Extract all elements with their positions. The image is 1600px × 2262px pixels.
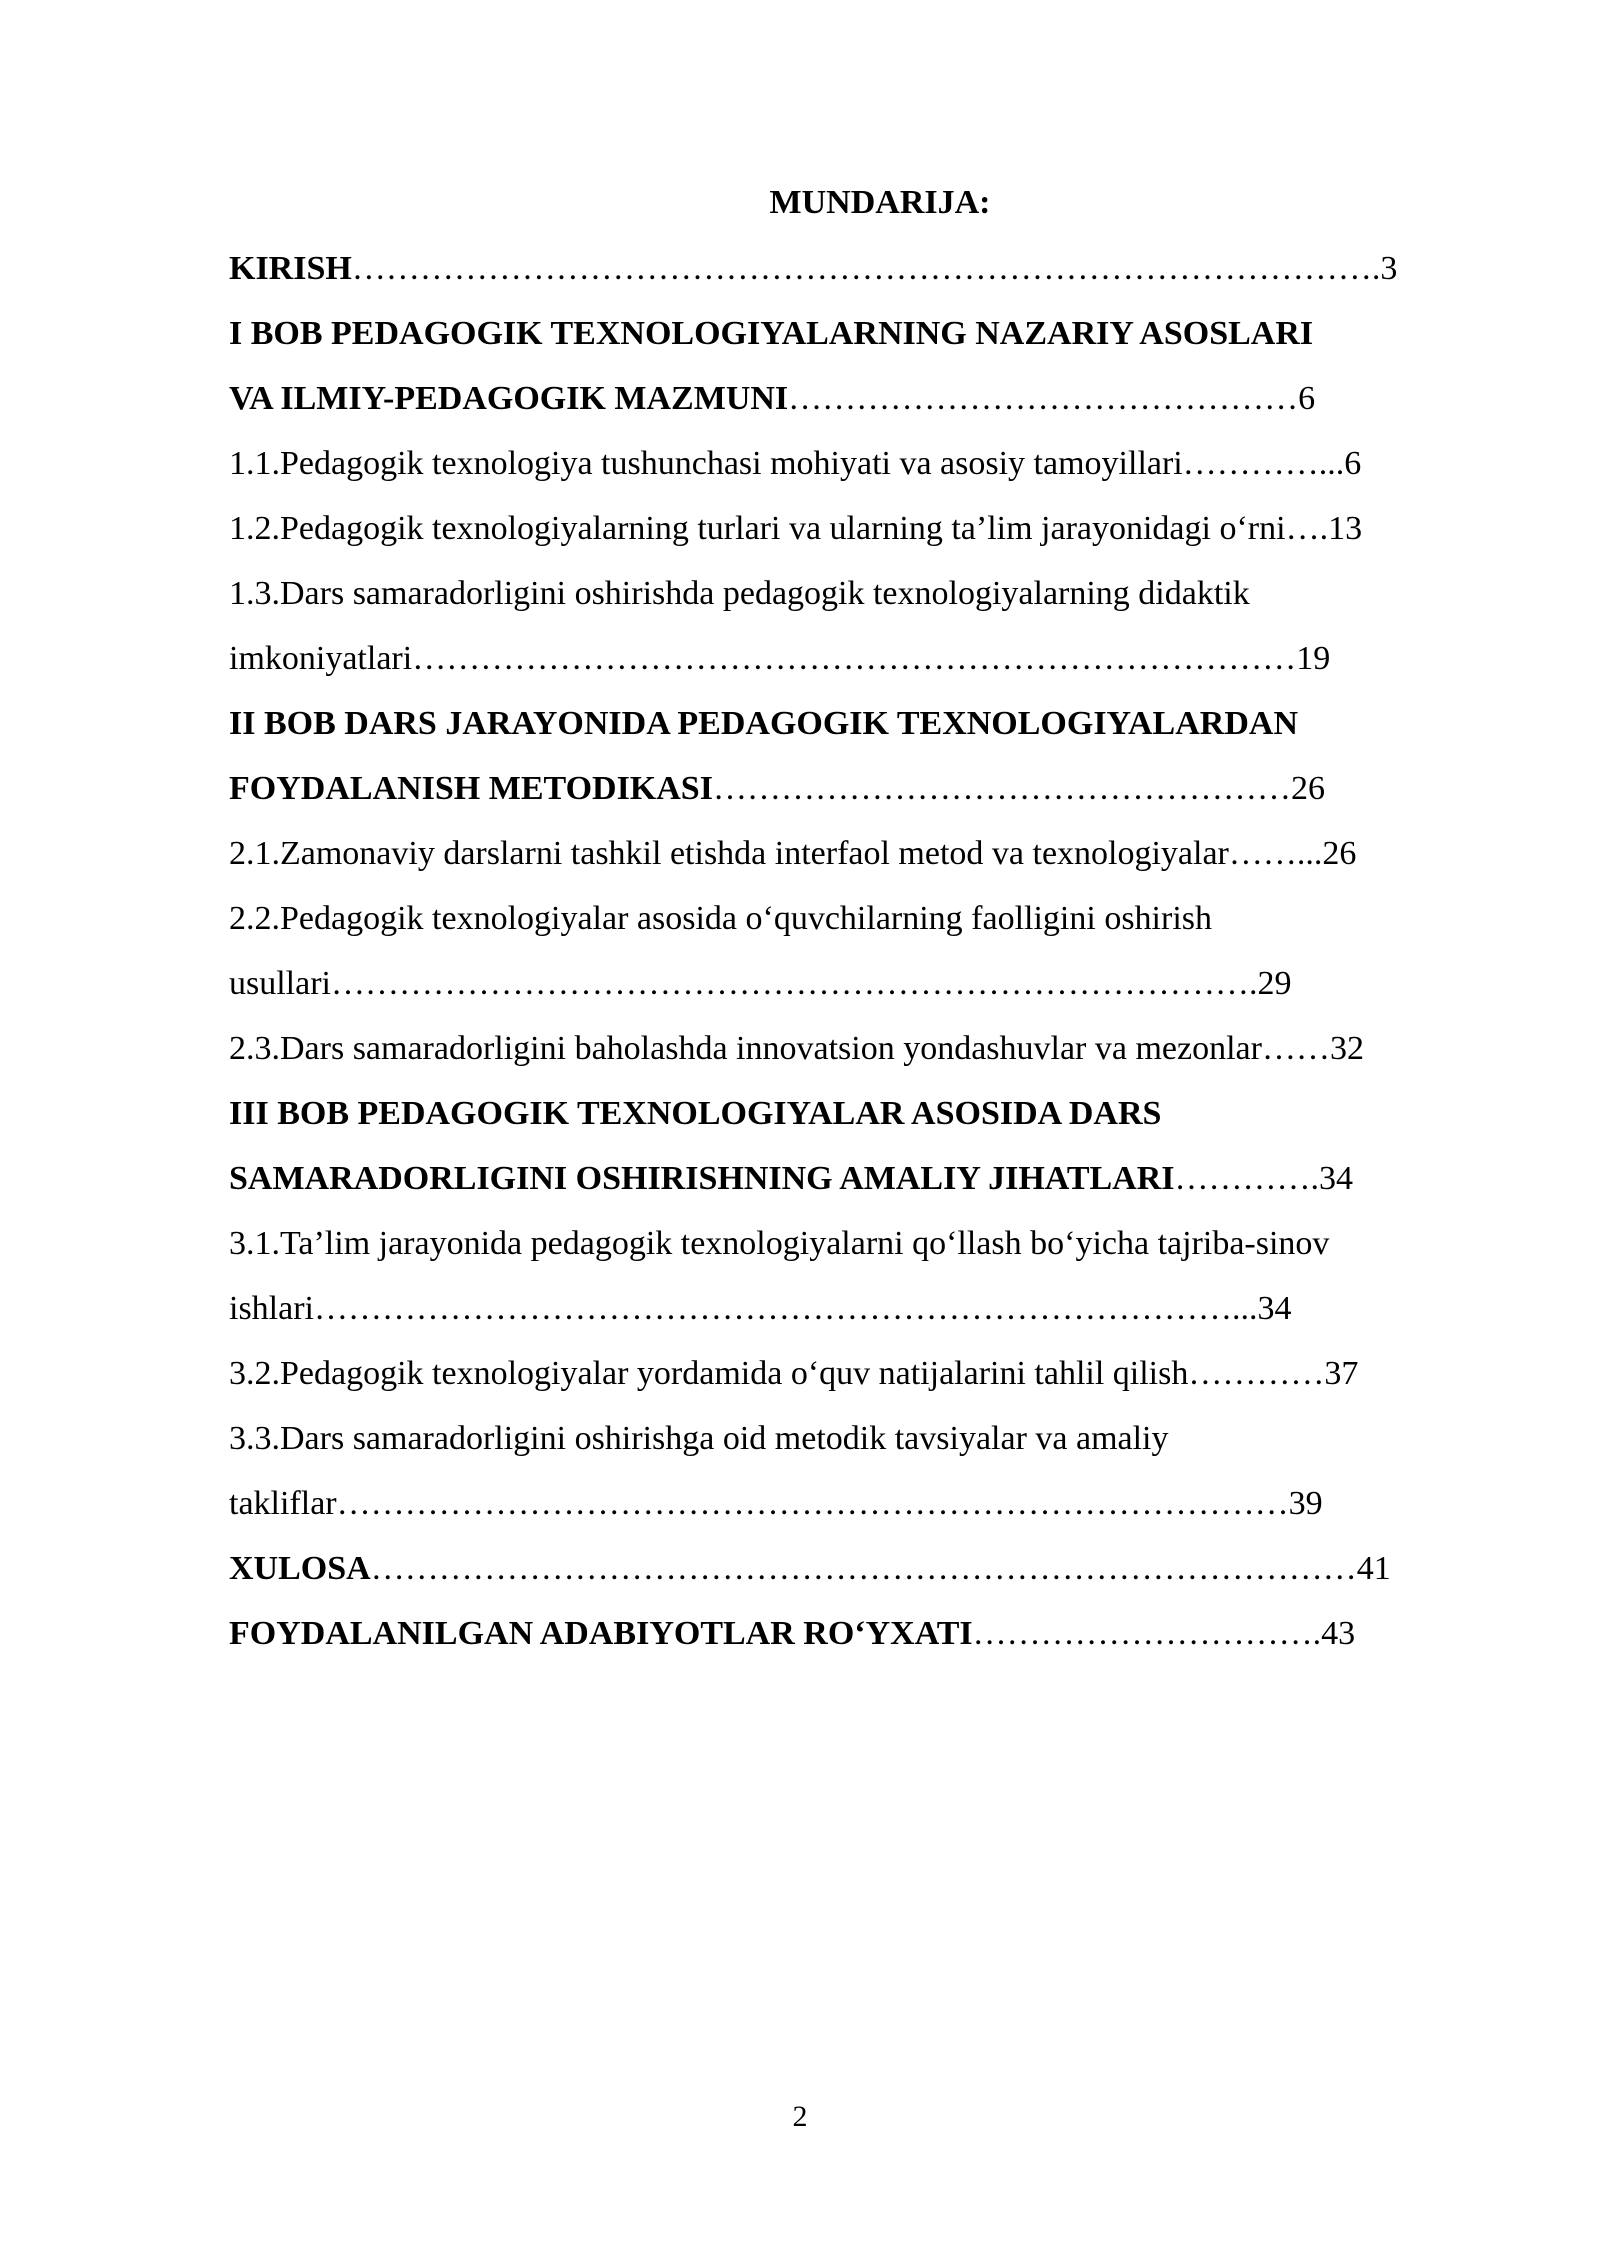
page-number: 2 — [792, 2100, 808, 2133]
toc-entry-page-number: 43 — [1321, 1615, 1356, 1652]
toc-entry-leader-dots: …… — [1261, 1030, 1330, 1067]
toc-entry — [229, 236, 1489, 301]
toc-entry-page-number: 6 — [1298, 380, 1316, 417]
toc-entry-leader-dots: ……………………………………… — [788, 380, 1299, 417]
toc-entry-leader-dots: ………………………………………………………………………… — [336, 1485, 1289, 1522]
toc-entry-text: 1.2.Pedagogik texnologiyalarning turlari va ularning ta’lim jarayonidagi o‘rni — [229, 510, 1286, 547]
toc-entry-text: ishlari — [229, 1290, 314, 1327]
toc-entry — [229, 1536, 1489, 1601]
toc-entry — [229, 1016, 1489, 1081]
toc-entry-leader-dots: …………………………………………………………………… — [412, 640, 1297, 677]
toc-entry-text: 3.1.Ta’lim jarayonida pedagogik texnologiyalarni qo‘llash bo‘yicha tajriba-sinov — [229, 1225, 1330, 1262]
toc-entry-page-number: 34 — [1257, 1290, 1292, 1327]
toc-entry-text: 1.1.Pedagogik texnologiya tushunchasi mohiyati va asosiy tamoyillari — [229, 445, 1183, 482]
toc-entry-text: 1.3.Dars samaradorligini oshirishda pedagogik texnologiyalarning didaktik — [229, 575, 1250, 612]
toc-entry — [229, 1276, 1489, 1341]
toc-entries — [229, 236, 1489, 1666]
toc-entry-leader-dots: ……... — [1228, 835, 1323, 872]
toc-entry-leader-dots: …………. — [1174, 1160, 1320, 1197]
toc-entry — [229, 431, 1489, 496]
toc-entry-text: I BOB PEDAGOGIK TEXNOLOGIYALARNING NAZARIY ASOSLARI — [229, 315, 1314, 352]
toc-entry — [229, 691, 1489, 756]
toc-entry — [229, 756, 1489, 821]
toc-entry — [229, 1081, 1489, 1146]
toc-entry-leader-dots: …………………………………………………………………………… — [370, 1550, 1357, 1587]
toc-entry — [229, 821, 1489, 886]
toc-entry-text: 3.2.Pedagogik texnologiyalar yordamida o‘quv natijalarini tahlil qilish — [229, 1355, 1189, 1392]
toc-entry-text: II BOB DARS JARAYONIDA PEDAGOGIK TEXNOLOGIYALARDAN — [229, 705, 1298, 742]
toc-entry-page-number: 37 — [1324, 1355, 1359, 1392]
toc-entry — [229, 1341, 1489, 1406]
toc-entry-page-number: 26 — [1290, 770, 1325, 807]
toc-entry-leader-dots: …………………………. — [972, 1615, 1322, 1652]
toc-entry-leader-dots: ………………………………………………………………………. — [330, 965, 1258, 1002]
toc-entry-leader-dots: …………………………………………… — [712, 770, 1291, 807]
toc-entry-page-number: 39 — [1288, 1485, 1323, 1522]
toc-entry-leader-dots: …. — [1285, 510, 1329, 547]
toc-entry-page-number: 32 — [1329, 1030, 1364, 1067]
toc-entry — [229, 1211, 1489, 1276]
toc-entry-page-number: 41 — [1356, 1550, 1391, 1587]
toc-entry-page-number: 29 — [1257, 965, 1292, 1002]
toc-entry — [229, 1146, 1489, 1211]
toc-entry — [229, 1406, 1489, 1471]
toc-entry-leader-dots: ………… — [1188, 1355, 1325, 1392]
toc-entry — [229, 1471, 1489, 1536]
toc-entry-page-number: 19 — [1296, 640, 1331, 677]
toc-entry-page-number: 26 — [1322, 835, 1357, 872]
toc-entry-text: SAMARADORLIGINI OSHIRISHNING AMALIY JIHATLARI — [229, 1160, 1175, 1197]
toc-entry-text: 2.1.Zamonaviy darslarni tashkil etishda interfaol metod va texnologiyalar — [229, 835, 1229, 872]
toc-entry-page-number: 34 — [1319, 1160, 1354, 1197]
toc-entry-text: VA ILMIY-PEDAGOGIK MAZMUNI — [229, 380, 789, 417]
toc-entry-text: takliflar — [229, 1485, 337, 1522]
toc-entry — [229, 886, 1489, 951]
toc-entry-page-number: 6 — [1344, 445, 1362, 482]
toc-entry-text: FOYDALANISH METODIKASI — [229, 770, 713, 807]
toc-entry-text: KIRISH — [229, 250, 352, 287]
toc-entry — [229, 496, 1489, 561]
toc-entry-text: 3.3.Dars samaradorligini oshirishga oid metodik tavsiyalar va amaliy — [229, 1420, 1169, 1457]
toc-entry-text: 2.2.Pedagogik texnologiyalar asosida o‘quvchilarning faolligini oshirish — [229, 900, 1212, 937]
toc-entry — [229, 366, 1489, 431]
toc-entry-leader-dots: …………... — [1182, 445, 1345, 482]
toc-entry-leader-dots: ………………………………………………………………………………. — [351, 250, 1381, 287]
toc-entry — [229, 626, 1489, 691]
toc-entry-leader-dots: ………………………………………………………………………... — [313, 1290, 1258, 1327]
toc-entry-text: usullari — [229, 965, 331, 1002]
toc-entry-page-number: 3 — [1380, 250, 1398, 287]
toc-entry-page-number: 13 — [1328, 510, 1363, 547]
toc-entry — [229, 951, 1489, 1016]
toc-entry-text: FOYDALANILGAN ADABIYOTLAR RO‘YXATI — [229, 1615, 973, 1652]
toc-entry — [229, 301, 1489, 366]
toc-entry-text: III BOB PEDAGOGIK TEXNOLOGIYALAR ASOSIDA DARS — [229, 1095, 1162, 1132]
toc-entry — [229, 1601, 1489, 1666]
toc-entry — [229, 561, 1489, 626]
toc-title: MUNDARIJA: — [769, 184, 991, 221]
toc-entry-text: XULOSA — [229, 1550, 371, 1587]
toc-entry-text: imkoniyatlari — [229, 640, 413, 677]
toc-entry-text: 2.3.Dars samaradorligini baholashda innovatsion yondashuvlar va mezonlar — [229, 1030, 1262, 1067]
table-of-contents — [229, 170, 1489, 1666]
